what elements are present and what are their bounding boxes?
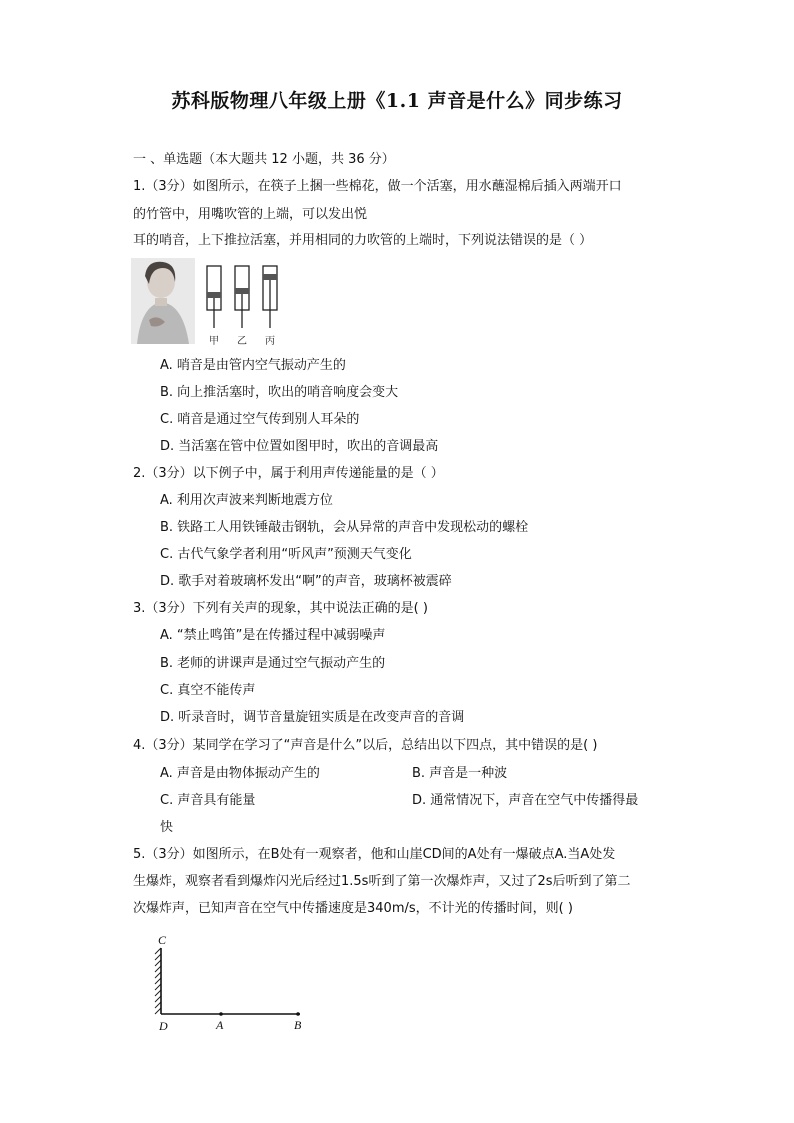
q2-option-d: D. 歌手对着玻璃杯发出“啊”的声音，玻璃杯被震碎 bbox=[160, 574, 452, 589]
q2-option-c: C. 古代气象学者利用“听风声”预测天气变化 bbox=[160, 547, 412, 562]
q3-option-d: D. 听录音时，调节音量旋钮实质是在改变声音的音调 bbox=[160, 710, 465, 725]
question-5-figure bbox=[150, 928, 320, 1038]
label-b: B bbox=[294, 1018, 302, 1032]
question-3-line: 3.（3分）下列有关声的现象，其中说法正确的是( ) bbox=[133, 601, 428, 616]
question-1-line-3: 耳的哨音，上下推拉活塞，并用相同的力吹管的上端时，下列说法错误的是（ ） bbox=[133, 233, 593, 248]
q2-option-b: B. 铁路工人用铁锤敲击钢轨，会从异常的声音中发现松动的螺栓 bbox=[160, 520, 529, 535]
section-heading: 一 、单选题（本大题共 12 小题，共 36 分） bbox=[133, 152, 395, 167]
q3-option-a: A. “禁止鸣笛”是在传播过程中减弱噪声 bbox=[160, 628, 386, 643]
question-1-line-1: 1.（3分）如图所示，在筷子上捆一些棉花，做一个活塞，用水蘸湿棉后插入两端开口 bbox=[133, 179, 622, 194]
point-b bbox=[296, 1012, 300, 1016]
q2-option-a: A. 利用次声波来判断地震方位 bbox=[160, 493, 333, 508]
q3-option-b: B. 老师的讲课声是通过空气振动产生的 bbox=[160, 656, 386, 671]
label-jia: 甲 bbox=[209, 336, 219, 347]
label-a: A bbox=[216, 1018, 224, 1032]
label-yi: 乙 bbox=[237, 336, 247, 347]
q1-option-c: C. 哨音是通过空气传到别人耳朵的 bbox=[160, 412, 360, 427]
q4-option-d: D. 通常情况下，声音在空气中传播得最 bbox=[412, 793, 639, 808]
tube-yi bbox=[235, 266, 249, 328]
question-4-line: 4.（3分）某同学在学习了“声音是什么”以后，总结出以下四点，其中错误的是( ) bbox=[133, 738, 598, 753]
label-c: C bbox=[158, 933, 167, 947]
q3-option-c: C. 真空不能传声 bbox=[160, 683, 256, 698]
q1-option-a: A. 哨音是由管内空气振动产生的 bbox=[160, 358, 346, 373]
q4-option-b: B. 声音是一种波 bbox=[412, 766, 508, 781]
question-1-figure bbox=[131, 258, 291, 348]
girl-photo bbox=[131, 258, 195, 344]
q4-option-c: C. 声音具有能量 bbox=[160, 793, 256, 808]
q4-option-d-wrap: 快 bbox=[160, 820, 174, 835]
question-5-line-3: 次爆炸声，已知声音在空气中传播速度是340m/s，不计光的传播时间，则( ) bbox=[133, 901, 573, 916]
question-2-line: 2.（3分）以下例子中，属于利用声传递能量的是（ ） bbox=[133, 466, 444, 481]
q1-option-b: B. 向上推活塞时，吹出的哨音响度会变大 bbox=[160, 385, 399, 400]
q1-option-d: D. 当活塞在管中位置如图甲时，吹出的音调最高 bbox=[160, 439, 439, 454]
label-d: D bbox=[159, 1019, 168, 1033]
page-title: 苏科版物理八年级上册《1.1 声音是什么》同步练习 bbox=[171, 90, 623, 112]
tube-jia bbox=[207, 266, 221, 328]
question-5-line-2: 生爆炸，观察者看到爆炸闪光后经过1.5s听到了第一次爆炸声，又过了2s后听到了第二 bbox=[133, 874, 631, 889]
q4-option-a: A. 声音是由物体振动产生的 bbox=[160, 766, 320, 781]
cliff-hatching bbox=[155, 948, 161, 1014]
question-5-line-1: 5.（3分）如图所示，在B处有一观察者，他和山崖CD间的A处有一爆破点A.当A处发 bbox=[133, 847, 616, 862]
point-a bbox=[219, 1012, 223, 1016]
label-bing: 丙 bbox=[265, 336, 275, 347]
tube-bing bbox=[263, 266, 277, 328]
question-1-line-2: 的竹管中，用嘴吹管的上端，可以发出悦 bbox=[133, 207, 368, 222]
